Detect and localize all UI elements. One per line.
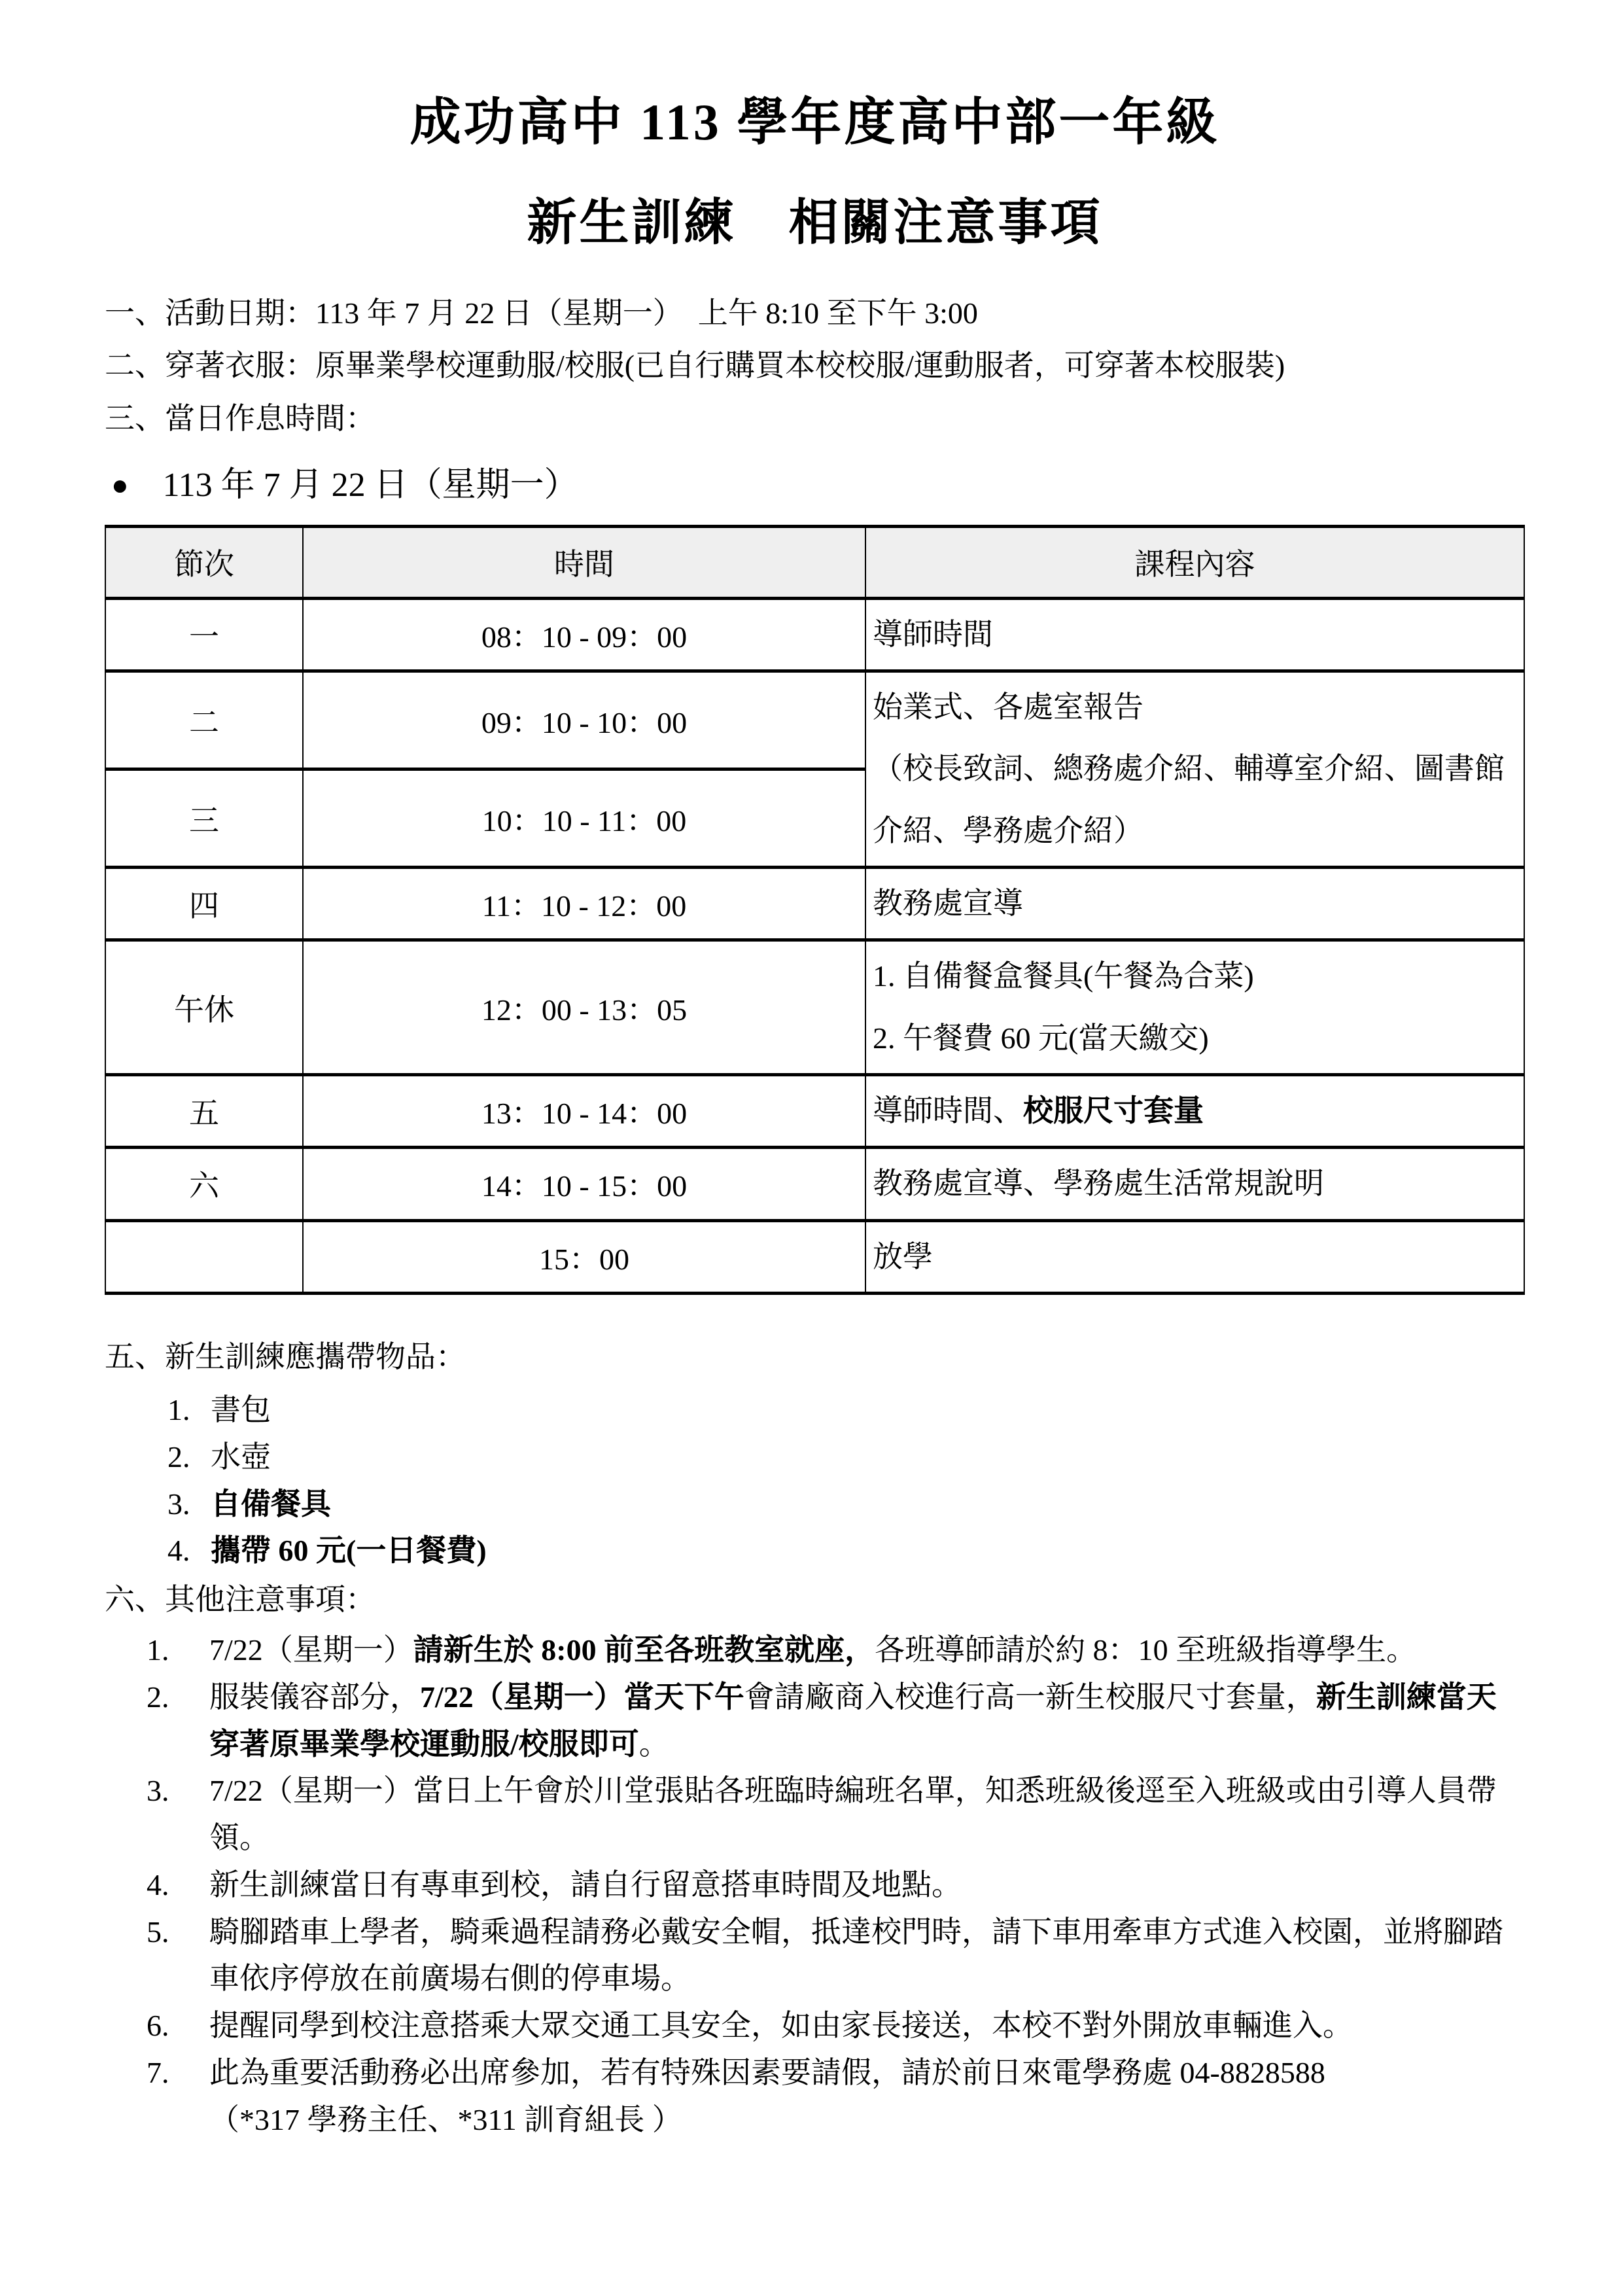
intro-item-schedule: 三、當日作息時間： [105, 401, 375, 435]
list-item [105, 1909, 1525, 2003]
list-item [105, 1386, 1525, 1434]
content-cell: 導師時間、校服尺寸套量 [865, 1074, 1524, 1147]
item-number: 7. [147, 2055, 169, 2089]
time-cell: 10：10 - 11：00 [303, 769, 865, 868]
content-cell-merged: 始業式、各處室報告 （校長致詞、總務處介紹、輔導室介紹、圖書館介紹、學務處介紹） [865, 671, 1524, 868]
item-text: 此為重要活動務必出席參加，若有特殊因素要請假，請於前日來電學務處 04-8828588 （*317 學務主任、*311 訓育組長 ） [209, 2055, 1325, 2136]
intro-section [105, 287, 1525, 446]
content-cell: 放學 [865, 1220, 1524, 1293]
table-row [105, 1220, 1524, 1293]
section-items-to-bring [105, 1332, 1525, 1574]
item-text: 攜帶 60 元(一日餐費) [211, 1534, 487, 1568]
item-text: 7/22（星期一）請新生於 8:00 前至各班教室就座，各班導師請於約 8：10 至班級指導學生。 [209, 1633, 1417, 1667]
section5-heading: 五、新生訓練應攜帶物品： [105, 1339, 466, 1373]
header-time: 時間 [303, 526, 865, 598]
intro-item-clothing: 二、穿著衣服：原畢業學校運動服/校服(已自行購買本校校服/運動服者，可穿著本校服裝) [105, 349, 1285, 383]
item-text: 自備餐具 [211, 1487, 331, 1521]
item-number: 5. [147, 1915, 169, 1949]
period-cell: 一 [105, 598, 303, 671]
time-cell: 09：10 - 10：00 [303, 671, 865, 769]
page-subtitle: 新生訓練 相關注意事項 [527, 195, 1103, 251]
list-item [105, 1434, 1525, 1481]
section6-list [105, 1627, 1525, 2143]
list-item [105, 1674, 1525, 1768]
time-cell: 13：10 - 14：00 [303, 1074, 865, 1147]
content-cell: 1. 自備餐盒餐具(午餐為合菜) 2. 午餐費 60 元(當天繳交) [865, 940, 1524, 1075]
list-item [105, 2002, 1525, 2049]
period-cell: 五 [105, 1074, 303, 1147]
table-row [105, 1148, 1524, 1220]
item-number: 4. [167, 1534, 190, 1568]
content-cell: 導師時間 [865, 598, 1524, 671]
item-number: 6. [147, 2009, 169, 2043]
bullet-icon: ● [111, 469, 129, 502]
page-title: 成功高中 113 學年度高中部一年級 [410, 94, 1220, 150]
period-cell: 二 [105, 671, 303, 769]
time-cell: 08：10 - 09：00 [303, 598, 865, 671]
section5-list [105, 1386, 1525, 1574]
content-cell: 教務處宣導 [865, 868, 1524, 940]
item-number: 2. [147, 1680, 169, 1714]
item-number: 3. [167, 1487, 190, 1521]
table-row [105, 1074, 1524, 1147]
section6-heading: 六、其他注意事項： [105, 1583, 375, 1617]
table-row [105, 671, 1524, 769]
list-item [105, 2049, 1525, 2144]
list-item [105, 1767, 1525, 1862]
table-row [105, 940, 1524, 1075]
period-cell: 午休 [105, 940, 303, 1075]
list-item [105, 1862, 1525, 1909]
item-text: 書包 [211, 1393, 271, 1427]
time-cell: 15：00 [303, 1220, 865, 1293]
table-row [105, 868, 1524, 940]
list-item [105, 1481, 1525, 1528]
time-cell: 12：00 - 13：05 [303, 940, 865, 1075]
list-item [105, 1627, 1525, 1674]
period-cell: 六 [105, 1148, 303, 1220]
item-text: 服裝儀容部分，7/22（星期一）當天下午會請廠商入校進行高一新生校服尺寸套量，新生訓練當天穿著原畢業學校運動服/校服即可。 [209, 1680, 1497, 1761]
header-period: 節次 [105, 526, 303, 598]
time-cell: 11：10 - 12：00 [303, 868, 865, 940]
item-number: 1. [147, 1633, 169, 1667]
item-text: 水壺 [211, 1439, 271, 1474]
item-text: 騎腳踏車上學者，騎乘過程請務必戴安全帽，抵達校門時，請下車用牽車方式進入校園，並將腳踏車依序停放在前廣場右側的停車場。 [209, 1915, 1503, 1996]
table-row [105, 598, 1524, 671]
schedule-table [105, 525, 1525, 1295]
schedule-date-line [111, 463, 1525, 508]
item-number: 2. [167, 1439, 190, 1474]
content-cell: 教務處宣導、學務處生活常規說明 [865, 1148, 1524, 1220]
intro-item-date: 一、活動日期：113 年 7 月 22 日（星期一） 上午 8:10 至下午 3:00 [105, 296, 978, 330]
schedule-date-text: 113 年 7 月 22 日（星期一） [162, 467, 578, 504]
table-header-row [105, 526, 1524, 598]
time-cell: 14：10 - 15：00 [303, 1148, 865, 1220]
item-number: 1. [167, 1393, 190, 1427]
item-number: 4. [147, 1867, 169, 1901]
period-cell: 三 [105, 769, 303, 868]
item-text: 新生訓練當日有專車到校，請自行留意搭車時間及地點。 [209, 1867, 962, 1901]
period-cell [105, 1220, 303, 1293]
section-other-notes [105, 1574, 1525, 2143]
header-content: 課程內容 [865, 526, 1524, 598]
item-number: 3. [147, 1774, 169, 1808]
item-text: 提醒同學到校注意搭乘大眾交通工具安全，如由家長接送，本校不對外開放車輛進入。 [209, 2009, 1353, 2043]
list-item [105, 1527, 1525, 1574]
period-cell: 四 [105, 868, 303, 940]
item-text: 7/22（星期一）當日上午會於川堂張貼各班臨時編班名單，知悉班級後逕至入班級或由引導人員帶領。 [209, 1774, 1497, 1855]
